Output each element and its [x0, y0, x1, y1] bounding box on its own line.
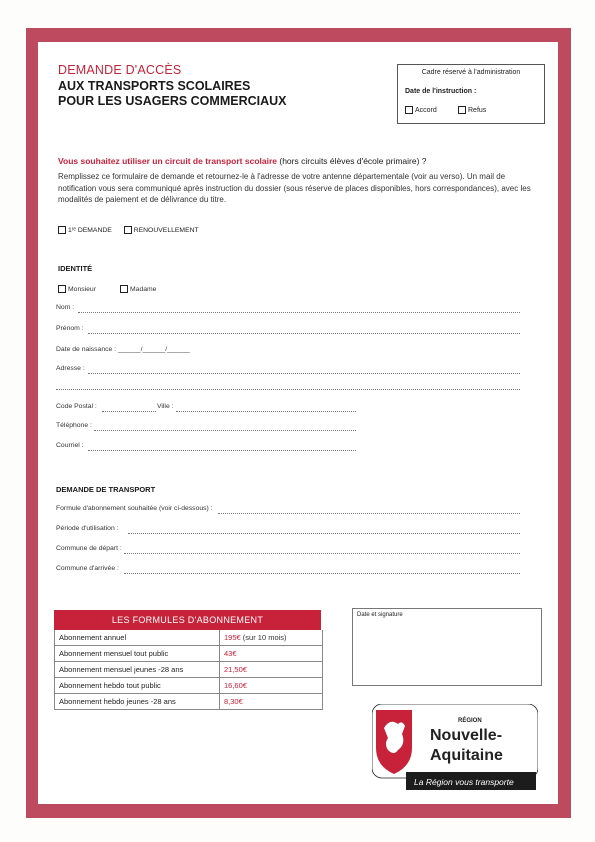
- region-logo: [372, 704, 538, 794]
- formules-heading: LES FORMULES D'ABONNEMENT: [54, 610, 321, 630]
- monsieur-checkbox[interactable]: [58, 285, 66, 293]
- periode-field[interactable]: [128, 533, 520, 534]
- naissance-text: Date de naissance :: [56, 346, 117, 353]
- accord-checkbox[interactable]: [405, 106, 413, 114]
- formule-label: Formule d'abonnement souhaitée (voir ci-dessous) :: [56, 505, 213, 512]
- telephone-label: Téléphone :: [56, 422, 92, 429]
- arrivee-field[interactable]: [124, 573, 520, 574]
- madame-label: Madame: [130, 285, 157, 293]
- depart-field[interactable]: [124, 553, 520, 554]
- formule-name: Abonnement mensuel jeunes -28 ans: [55, 662, 220, 677]
- first-request-option[interactable]: [58, 227, 112, 234]
- monsieur-option[interactable]: [58, 285, 96, 293]
- nom-field[interactable]: [78, 312, 520, 313]
- monsieur-label: Monsieur: [68, 285, 96, 293]
- formule-price: [220, 662, 247, 677]
- adresse-field[interactable]: [88, 373, 520, 374]
- admin-accord[interactable]: [405, 106, 437, 114]
- madame-option[interactable]: [120, 285, 156, 293]
- question-bold: Vous souhaitez utiliser un circuit de transport scolaire: [58, 156, 278, 166]
- admin-box-title: Cadre réservé à l'administration: [421, 69, 521, 76]
- question-line: [58, 156, 427, 166]
- first-request-label: 1ʳᵉ DEMANDE: [68, 226, 112, 234]
- cp-field[interactable]: [102, 411, 156, 412]
- courriel-field[interactable]: [88, 450, 356, 451]
- form-title-line3: POUR LES USAGERS COMMERCIAUX: [58, 94, 287, 108]
- renewal-option[interactable]: [124, 227, 199, 234]
- table-row: [54, 630, 323, 646]
- courriel-label: Courriel :: [56, 442, 84, 449]
- formule-field[interactable]: [218, 513, 520, 514]
- request-type: [58, 226, 199, 234]
- signature-box[interactable]: [352, 608, 542, 686]
- renewal-checkbox[interactable]: [124, 226, 132, 234]
- admin-box: [397, 64, 545, 124]
- logo-name-line2: Aquitaine: [430, 747, 503, 764]
- nom-label: Nom :: [56, 304, 75, 311]
- formules-table: [54, 610, 321, 710]
- price-value: 16,60€: [224, 681, 247, 690]
- price-value: 21,50€: [224, 665, 247, 674]
- refus-label: Refus: [468, 106, 487, 114]
- formule-price: [220, 694, 243, 709]
- formule-name: Abonnement mensuel tout public: [55, 646, 220, 661]
- first-request-checkbox[interactable]: [58, 226, 66, 234]
- formule-name: Abonnement hebdo jeunes -28 ans: [55, 694, 220, 709]
- table-row: [54, 646, 323, 662]
- form-title: [58, 79, 287, 109]
- depart-label: Commune de départ :: [56, 545, 122, 552]
- question-rest: (hors circuits élèves d'école primaire) ?: [277, 156, 427, 166]
- formule-price: [220, 630, 287, 645]
- table-row: [54, 694, 323, 710]
- adresse-field-line2[interactable]: [56, 389, 520, 390]
- prenom-field[interactable]: [88, 333, 520, 334]
- formule-price: [220, 646, 237, 661]
- signature-label: Date et signature: [357, 612, 403, 618]
- transport-heading: DEMANDE DE TRANSPORT: [56, 485, 156, 494]
- identite-heading: IDENTITÉ: [58, 264, 93, 273]
- logo-tagline: La Région vous transporte: [414, 777, 514, 787]
- naissance-mask[interactable]: ______/______/______: [117, 346, 190, 353]
- accord-label: Accord: [415, 106, 437, 114]
- naissance-label: [56, 346, 190, 353]
- price-value: 195€: [224, 633, 241, 642]
- ville-field[interactable]: [176, 411, 356, 412]
- logo-name-line1: Nouvelle-: [430, 727, 503, 744]
- form-title-line1: DEMANDE D'ACCÈS: [58, 63, 182, 77]
- price-note: (sur 10 mois): [240, 633, 287, 642]
- refus-checkbox[interactable]: [458, 106, 466, 114]
- formule-name: Abonnement hebdo tout public: [55, 678, 220, 693]
- formule-name: Abonnement annuel: [55, 630, 220, 645]
- admin-date-label: Date de l'instruction :: [405, 88, 477, 95]
- cp-label: Code Postal :: [56, 403, 97, 410]
- price-value: 43€: [224, 649, 237, 658]
- logo-region-text: RÉGION: [458, 718, 482, 724]
- telephone-field[interactable]: [94, 430, 356, 431]
- madame-checkbox[interactable]: [120, 285, 128, 293]
- form-title-line2: AUX TRANSPORTS SCOLAIRES: [58, 79, 251, 93]
- intro-text: Remplissez ce formulaire de demande et retournez-le à l'adresse de votre antenne départementale (voir au verso). Un mail de notification vous sera communiqué après instruction du dossier (sous réserve de places disponibles, hors correspondances), avec les modalités de paiement et de délivrance du titre.: [58, 172, 531, 204]
- admin-refus[interactable]: [458, 106, 486, 114]
- table-row: [54, 678, 323, 694]
- price-value: 8,30€: [224, 697, 243, 706]
- adresse-label: Adresse :: [56, 365, 85, 372]
- periode-label: Période d'utilisation :: [56, 525, 119, 532]
- table-row: [54, 662, 323, 678]
- prenom-label: Prénom :: [56, 325, 84, 332]
- arrivee-label: Commune d'arrivée :: [56, 565, 119, 572]
- formule-price: [220, 678, 247, 693]
- ville-label: Ville :: [157, 403, 174, 410]
- renewal-label: RENOUVELLEMENT: [133, 226, 199, 234]
